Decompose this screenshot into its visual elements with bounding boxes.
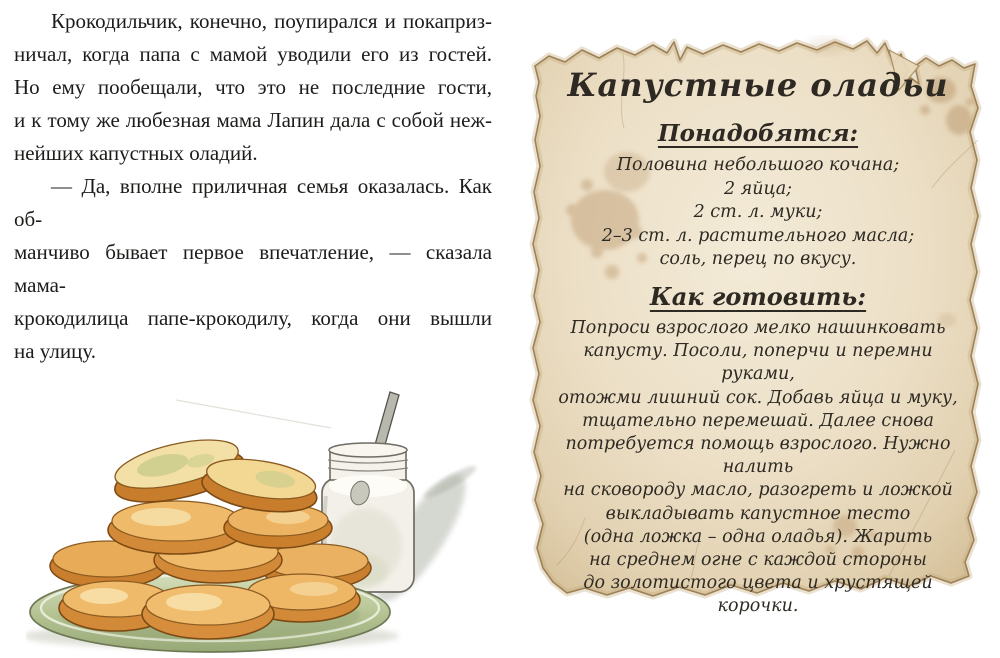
method-steps <box>545 317 971 619</box>
method-heading: Как готовить: <box>649 282 867 311</box>
ingredient-item: Половина небольшого кочана; <box>616 155 900 175</box>
ingredients-heading: Понадобятся: <box>657 120 859 147</box>
ingredient-item: соль, перец по вкусу. <box>659 249 857 269</box>
ingredient-item: 2–3 ст. л. растительного масла; <box>601 225 915 246</box>
method-line: на сковороду масло, разогреть и ложкой <box>563 480 953 501</box>
story-line: на улицу. <box>14 339 96 363</box>
method-line: капусту. Посоли, поперчи и перемни руками, <box>583 341 933 385</box>
story-line: Но ему пообещали, что это не последние гости, <box>14 75 492 99</box>
method-line: до золотистого цвета и хрустящей корочки. <box>583 573 933 617</box>
sketch-line <box>176 400 331 428</box>
method-line: отожми лишний сок. Добавь яйца и муку, <box>558 387 958 408</box>
method-line: тщательно перемешай. Далее снова <box>582 410 934 431</box>
recipe-content <box>553 20 963 626</box>
story-line: и к тому же любезная мама Лапин дала с собой неж- <box>14 108 492 132</box>
method-line: (одна ложка – одна оладья). Жарить <box>583 526 933 547</box>
pancakes-stack <box>50 430 371 639</box>
ingredients-list <box>553 154 963 272</box>
recipe-card <box>527 20 989 626</box>
method-line: на среднем огне с каждой стороны <box>589 550 927 571</box>
story-line: манчиво бывает первое впечатление, — сказала мама- <box>14 240 492 297</box>
ingredient-item: 2 ст. л. муки; <box>693 202 823 222</box>
pancakes-illustration <box>26 386 482 658</box>
recipe-title: Капустные оладьи <box>567 66 949 104</box>
story-line: ничал, когда папа с мамой уводили его из гостей. <box>14 42 492 66</box>
story-paragraph <box>14 170 492 368</box>
story-paragraph <box>14 5 492 170</box>
story-line: крокодилица папе-крокодилу, когда они вышли <box>14 306 492 330</box>
method-line: выкладывать капустное тесто <box>605 503 911 524</box>
story-line: Крокодильчик, конечно, поупирался и покаприз- <box>51 9 492 33</box>
pancakes-plate-jar-drawing <box>26 386 482 658</box>
method-line: потребуется помощь взрослого. Нужно налить <box>565 434 951 478</box>
method-line: Попроси взрослого мелко нашинковать <box>570 318 946 338</box>
ingredient-item: 2 яйца; <box>723 178 793 199</box>
story-line: нейших капустных оладий. <box>14 141 258 165</box>
story-line: — Да, вполне приличная семья оказалась. Как об- <box>14 174 492 231</box>
story-text-column <box>14 5 492 368</box>
